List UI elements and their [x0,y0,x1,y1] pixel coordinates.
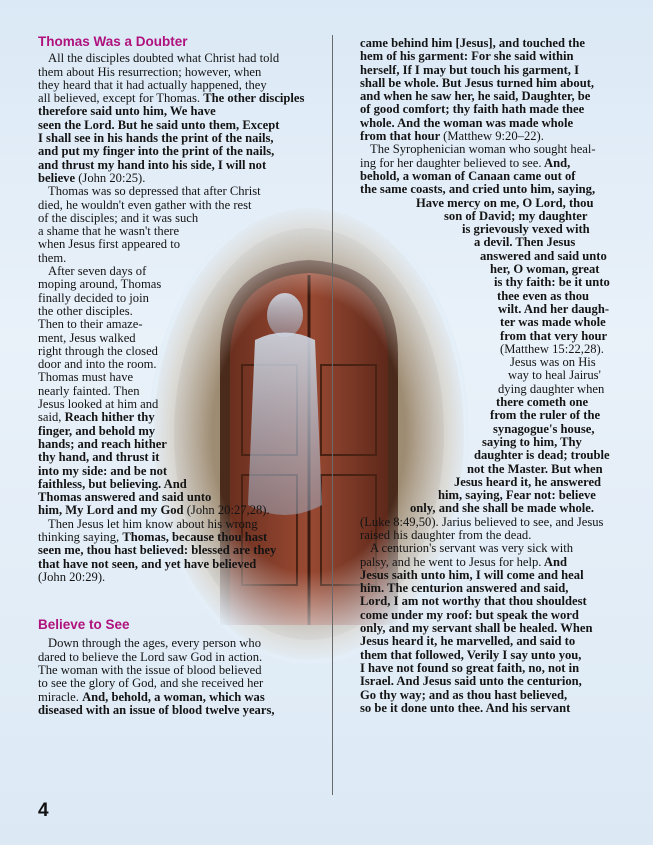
text-line: them that followed, Verily I say unto you, [360,647,582,662]
text-line: Israel. And Jesus said unto the centurion, [360,674,582,689]
text-line: all believed, except for Thomas. [38,91,201,106]
text-line: All the disciples doubted what Christ had told [48,51,280,66]
text-line: son of David; my daughter [444,208,588,223]
scripture-reference: (John 20:25). [78,170,146,185]
text-line: and when he saw her, he said, Daughter, be [360,89,591,104]
text-line: the other disciples. [38,303,133,318]
scripture-quote: that have not seen, and yet have believed [38,556,257,571]
text-line: of good comfort; thy faith hath made thee [360,102,585,117]
section-heading-believe: Believe to See [38,617,130,633]
text-line: to see the glory of God, and she received her [38,676,264,691]
text-line: herself, If I may but touch his garment, I [360,62,579,77]
text-line: so be it done unto thee. And his servant [360,700,571,715]
text-line: Thomas must have [38,370,134,385]
scripture-quote: seen me, thou hast believed: blessed are they [38,543,277,558]
text-line: thinking saying, [38,529,120,544]
text-line: The woman with the issue of blood believed [38,663,262,678]
text-line: The Syrophenician woman who sought heal- [370,142,596,157]
text-line: Lord, I am not worthy that thou shouldest [360,594,587,609]
scripture-quote: into my side: and be not [38,463,168,478]
text-line: dying daughter when [498,381,605,396]
scripture-quote: Thomas answered and said unto [38,490,212,505]
text-line: him. The centurion answered and said, [360,581,569,596]
text-line: Jesus heard it, he marvelled, and said to [360,634,576,649]
text-line: from that hour [360,129,440,144]
scripture-reference: (Matthew 15:22,28). [500,341,604,356]
text-line: ing for her daughter believed to see. [360,155,542,170]
text-line: died, he wouldn't even gather with the rest [38,197,252,212]
text-line: right through the closed [38,343,158,358]
text-line: Then to their amaze- [38,317,143,332]
text-line: a shame that he wasn't there [38,224,180,239]
scripture-quote: And, behold, a woman, which was [82,689,265,704]
scripture-reference: (Matthew 9:20–22). [443,129,544,144]
text-line: from that very hour [500,328,608,343]
paragraph [38,185,330,265]
text-line: way to heal Jairus' [508,368,601,383]
scripture-quote: him, My Lord and my God [38,503,184,518]
text-line: Jesus heard it, he answered [454,474,602,489]
text-line: said, [38,410,62,425]
text-line: is thy faith: be it unto [494,275,610,290]
text-line: door and into the room. [38,357,157,372]
text-line: come under my roof: but speak the word [360,607,579,622]
text-line: A centurion's servant was very sick with [370,541,574,556]
text-line: there cometh one [496,395,589,410]
text-line: Have mercy on me, O Lord, thou [416,195,594,210]
text-line: moping around, Thomas [38,277,162,292]
text-line: palsy, and he went to Jesus for help. [360,554,542,569]
text-line: they heard that it had actually happened, they [38,77,267,92]
text-line: of the disciples; and it was such [38,210,199,225]
scripture-quote: Thomas, because thou hast [122,529,268,544]
text-line: them. [38,250,67,265]
text-line: hem of his garment: For she said within [360,49,574,64]
text-line: from the ruler of the [490,408,601,423]
scripture-quote: diseased with an issue of blood twelve years, [38,702,275,717]
text-line: nearly fainted. Then [38,383,140,398]
text-line: synagogue's house, [493,421,595,436]
scripture-quote: thy hand, and thrust it [38,450,160,465]
text-line: After seven days of [48,264,147,279]
text-line: dared to believe the Lord saw God in action. [38,649,263,664]
text-line: Jesus saith unto him, I will come and heal [360,567,584,582]
scripture-quote: Reach hither thy [64,410,155,425]
text-line: I have not found so great faith, no, not in [360,660,580,675]
text-line: behold, a woman of Canaan came out of [360,168,576,183]
scripture-quote: and put my finger into the print of the nails, [38,144,275,159]
text-line: Jesus looked at him and [38,397,159,412]
text-line: Down through the ages, every person who [48,636,261,651]
text-line: shall be whole. But Jesus turned him about, [360,75,595,90]
column-divider [332,35,333,795]
paragraph [38,518,330,584]
text-line: answered and said unto [480,248,607,263]
scripture-quote: faithless, but believing. And [38,476,187,491]
paragraph [38,265,330,518]
text-line: (Luke 8:49,50). Jarius believed to see, and Jesus [360,514,604,529]
scripture-reference: (John 20:29). [38,569,106,584]
text-line: Go thy way; and as thou hast believed, [360,687,568,702]
text-line: ment, Jesus walked [38,330,136,345]
scripture-reference: (John 20:27,28). [186,503,270,518]
text-line: came behind him [Jesus], and touched the [360,36,585,50]
text-line: raised his daughter from the dead. [360,527,532,542]
text-line: Thomas was so depressed that after Christ [48,184,261,199]
left-column [38,35,330,717]
text-line: the same coasts, and cried unto him, saying, [360,182,596,197]
text-line: whole. And the woman was made whole [360,115,574,130]
text-line: saying to him, Thy [482,434,582,449]
text-line: ter was made whole [500,315,606,330]
text-line: only, and my servant shall be healed. When [360,621,593,636]
text-line: thee even as thou [497,288,589,303]
scripture-quote: The other disciples therefore said unto him, We have [38,91,305,119]
section-heading-thomas: Thomas Was a Doubter [38,34,188,49]
text-line: when Jesus first appeared to [38,237,180,252]
scripture-quote: and thrust my hand into his side, I will not [38,157,267,172]
text-line: is grievously vexed with [462,222,590,237]
paragraph [38,637,330,717]
text-line: Then Jesus let him know about his wrong [48,516,258,531]
text-line: them about His resurrection; however, when [38,64,262,79]
scripture-quote: I shall see in his hands the print of the nails, [38,131,274,146]
text-line: a devil. Then Jesus [474,235,576,250]
text-line: finally decided to join [38,290,149,305]
text-line: not the Master. But when [467,461,603,476]
paragraph [38,52,330,185]
scripture-quote: seen the Lord. But he said unto them, Except [38,117,280,132]
page-number: 4 [38,800,49,821]
text-line: her, O woman, great [490,262,600,277]
text-line: wilt. And her daugh- [498,301,610,316]
text-line: only, and she shall be made whole. [410,501,595,516]
scripture-quote: finger, and behold my [38,423,156,438]
text-line: him, saying, Fear not: believe [438,488,596,503]
scripture-quote: hands; and reach hither [38,436,167,451]
text-line: miracle. [38,689,79,704]
text-line: daughter is dead; trouble [474,448,610,463]
scripture-quote: And [543,554,567,569]
scripture-quote: And, [543,155,571,170]
scripture-quote: believe [38,170,76,185]
text-line: Jesus was on His [510,355,596,370]
right-column [360,37,622,715]
